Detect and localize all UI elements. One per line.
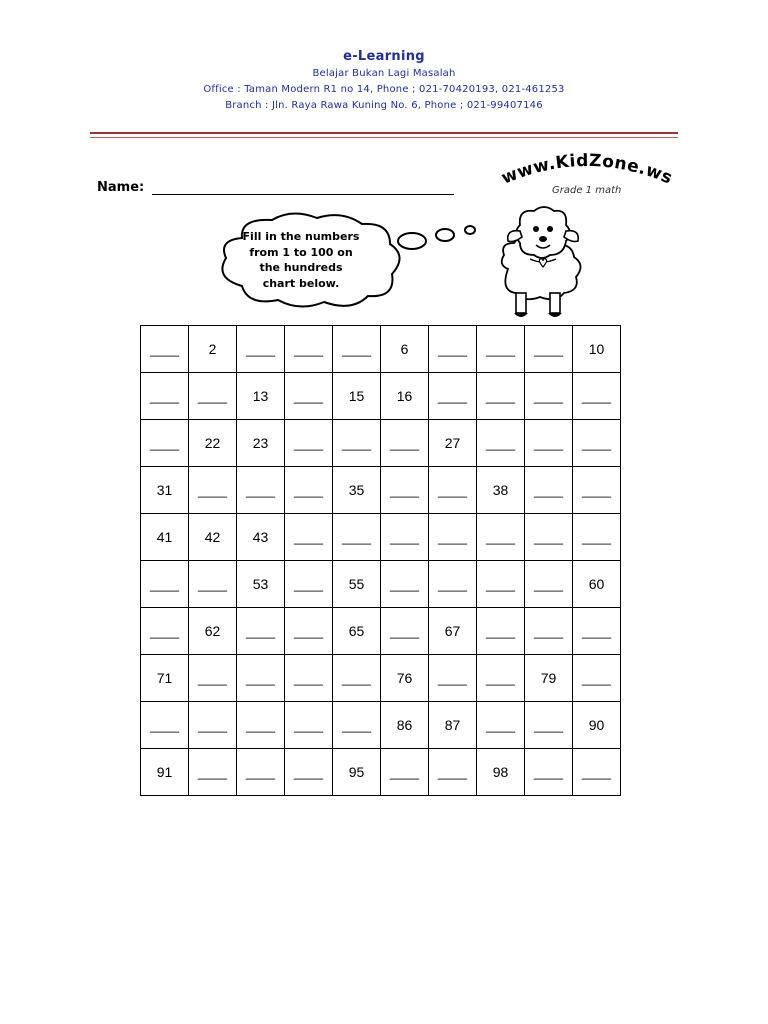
chart-number-cell: 53 [237,561,285,608]
chart-blank-cell[interactable]: ____ [285,420,333,467]
chart-number-cell: 42 [189,514,237,561]
chart-blank-cell[interactable]: ____ [141,608,189,655]
chart-number-cell: 22 [189,420,237,467]
chart-blank-cell[interactable]: ____ [237,608,285,655]
chart-blank-cell[interactable]: ____ [381,467,429,514]
chart-number-cell: 43 [237,514,285,561]
chart-blank-cell[interactable]: ____ [525,326,573,373]
chart-blank-cell[interactable]: ____ [285,373,333,420]
chart-number-cell: 91 [141,749,189,796]
chart-number-cell: 10 [573,326,621,373]
chart-blank-cell[interactable]: ____ [573,467,621,514]
chart-number-cell: 16 [381,373,429,420]
chart-blank-cell[interactable]: ____ [573,514,621,561]
chart-number-cell: 65 [333,608,381,655]
chart-blank-cell[interactable]: ____ [477,420,525,467]
chart-number-cell: 55 [333,561,381,608]
chart-blank-cell[interactable]: ____ [477,326,525,373]
chart-blank-cell[interactable]: ____ [429,467,477,514]
chart-blank-cell[interactable]: ____ [477,655,525,702]
chart-blank-cell[interactable]: ____ [525,467,573,514]
chart-blank-cell[interactable]: ____ [141,373,189,420]
chart-blank-cell[interactable]: ____ [429,373,477,420]
chart-number-cell: 15 [333,373,381,420]
chart-blank-cell[interactable]: ____ [333,702,381,749]
chart-blank-cell[interactable]: ____ [237,702,285,749]
letterhead-title: e-Learning [343,49,425,64]
chart-blank-cell[interactable]: ____ [381,749,429,796]
chart-blank-cell[interactable]: ____ [573,373,621,420]
kidzone-logo [494,146,680,190]
svg-text:www.KidZone.ws [499,151,676,189]
chart-row [141,420,621,467]
chart-blank-cell[interactable]: ____ [573,655,621,702]
chart-blank-cell[interactable]: ____ [381,608,429,655]
grade-label: Grade 1 math [552,185,622,196]
chart-number-cell: 13 [237,373,285,420]
chart-number-cell: 2 [189,326,237,373]
chart-blank-cell[interactable]: ____ [381,514,429,561]
branch-address: Branch : Jln. Raya Rawa Kuning No. 6, Phone ; 021-99407146 [225,100,543,111]
chart-blank-cell[interactable]: ____ [237,467,285,514]
chart-blank-cell[interactable]: ____ [429,655,477,702]
chart-blank-cell[interactable]: ____ [141,702,189,749]
chart-blank-cell[interactable]: ____ [381,420,429,467]
chart-number-cell: 95 [333,749,381,796]
chart-number-cell: 71 [141,655,189,702]
chart-blank-cell[interactable]: ____ [429,561,477,608]
instructions-line: Fill in the numbers [242,230,360,243]
chart-blank-cell[interactable]: ____ [189,467,237,514]
chart-row [141,608,621,655]
chart-blank-cell[interactable]: ____ [237,655,285,702]
chart-row [141,373,621,420]
chart-row [141,749,621,796]
chart-blank-cell[interactable]: ____ [525,420,573,467]
chart-blank-cell[interactable]: ____ [573,749,621,796]
chart-blank-cell[interactable]: ____ [477,561,525,608]
chart-number-cell: 90 [573,702,621,749]
chart-number-cell: 38 [477,467,525,514]
chart-number-cell: 86 [381,702,429,749]
chart-number-cell: 67 [429,608,477,655]
kidzone-logo-text: www.KidZone.ws [498,150,676,189]
chart-blank-cell[interactable]: ____ [333,420,381,467]
chart-row [141,702,621,749]
chart-number-cell: 41 [141,514,189,561]
chart-blank-cell[interactable]: ____ [525,514,573,561]
chart-blank-cell[interactable]: ____ [189,373,237,420]
chart-row [141,467,621,514]
chart-blank-cell[interactable]: ____ [525,608,573,655]
chart-blank-cell[interactable]: ____ [573,608,621,655]
name-blank-line[interactable] [152,194,454,195]
chart-blank-cell[interactable]: ____ [381,561,429,608]
chart-number-cell: 62 [189,608,237,655]
hundreds-chart [140,325,621,796]
chart-number-cell: 23 [237,420,285,467]
chart-blank-cell[interactable]: ____ [189,749,237,796]
chart-blank-cell[interactable]: ____ [285,514,333,561]
chart-blank-cell[interactable]: ____ [573,420,621,467]
chart-number-cell: 31 [141,467,189,514]
chart-row [141,514,621,561]
chart-blank-cell[interactable]: ____ [429,749,477,796]
chart-blank-cell[interactable]: ____ [525,702,573,749]
chart-blank-cell[interactable]: ____ [429,514,477,561]
chart-number-cell: 76 [381,655,429,702]
chart-number-cell: 79 [525,655,573,702]
header-divider [90,132,678,134]
chart-row [141,655,621,702]
instructions-line: from 1 to 100 on [249,245,353,259]
chart-blank-cell[interactable]: ____ [285,655,333,702]
header-divider-thin [90,137,678,138]
chart-blank-cell[interactable]: ____ [285,326,333,373]
chart-blank-cell[interactable]: ____ [141,561,189,608]
chart-blank-cell[interactable]: ____ [237,749,285,796]
chart-blank-cell[interactable]: ____ [429,326,477,373]
name-label: Name: [97,180,145,195]
chart-blank-cell[interactable]: ____ [525,373,573,420]
chart-blank-cell[interactable]: ____ [525,749,573,796]
chart-number-cell: 6 [381,326,429,373]
chart-number-cell: 27 [429,420,477,467]
chart-blank-cell[interactable]: ____ [285,749,333,796]
chart-blank-cell[interactable]: ____ [333,655,381,702]
chart-blank-cell[interactable]: ____ [525,561,573,608]
chart-blank-cell[interactable]: ____ [477,373,525,420]
chart-blank-cell[interactable]: ____ [477,608,525,655]
chart-number-cell: 87 [429,702,477,749]
chart-blank-cell[interactable]: ____ [285,702,333,749]
instructions [226,229,376,291]
chart-blank-cell[interactable]: ____ [141,420,189,467]
chart-blank-cell[interactable]: ____ [333,326,381,373]
chart-blank-cell[interactable]: ____ [189,702,237,749]
letterhead-tagline: Belajar Bukan Lagi Masalah [312,68,456,79]
chart-blank-cell[interactable]: ____ [477,514,525,561]
letterhead [0,48,768,114]
chart-blank-cell[interactable]: ____ [285,561,333,608]
instructions-line: chart below. [262,276,340,290]
chart-blank-cell[interactable]: ____ [285,608,333,655]
chart-blank-cell[interactable]: ____ [333,514,381,561]
chart-number-cell: 35 [333,467,381,514]
chart-blank-cell[interactable]: ____ [141,326,189,373]
chart-number-cell: 60 [573,561,621,608]
chart-number-cell: 98 [477,749,525,796]
instructions-line: the hundreds [259,261,343,274]
chart-blank-cell[interactable]: ____ [285,467,333,514]
office-address: Office : Taman Modern R1 no 14, Phone ; 021-70420193, 021-461253 [203,84,565,95]
chart-blank-cell[interactable]: ____ [237,326,285,373]
sheep-icon [494,203,586,323]
chart-row [141,561,621,608]
chart-blank-cell[interactable]: ____ [189,561,237,608]
chart-row [141,326,621,373]
chart-blank-cell[interactable]: ____ [477,702,525,749]
chart-blank-cell[interactable]: ____ [189,655,237,702]
